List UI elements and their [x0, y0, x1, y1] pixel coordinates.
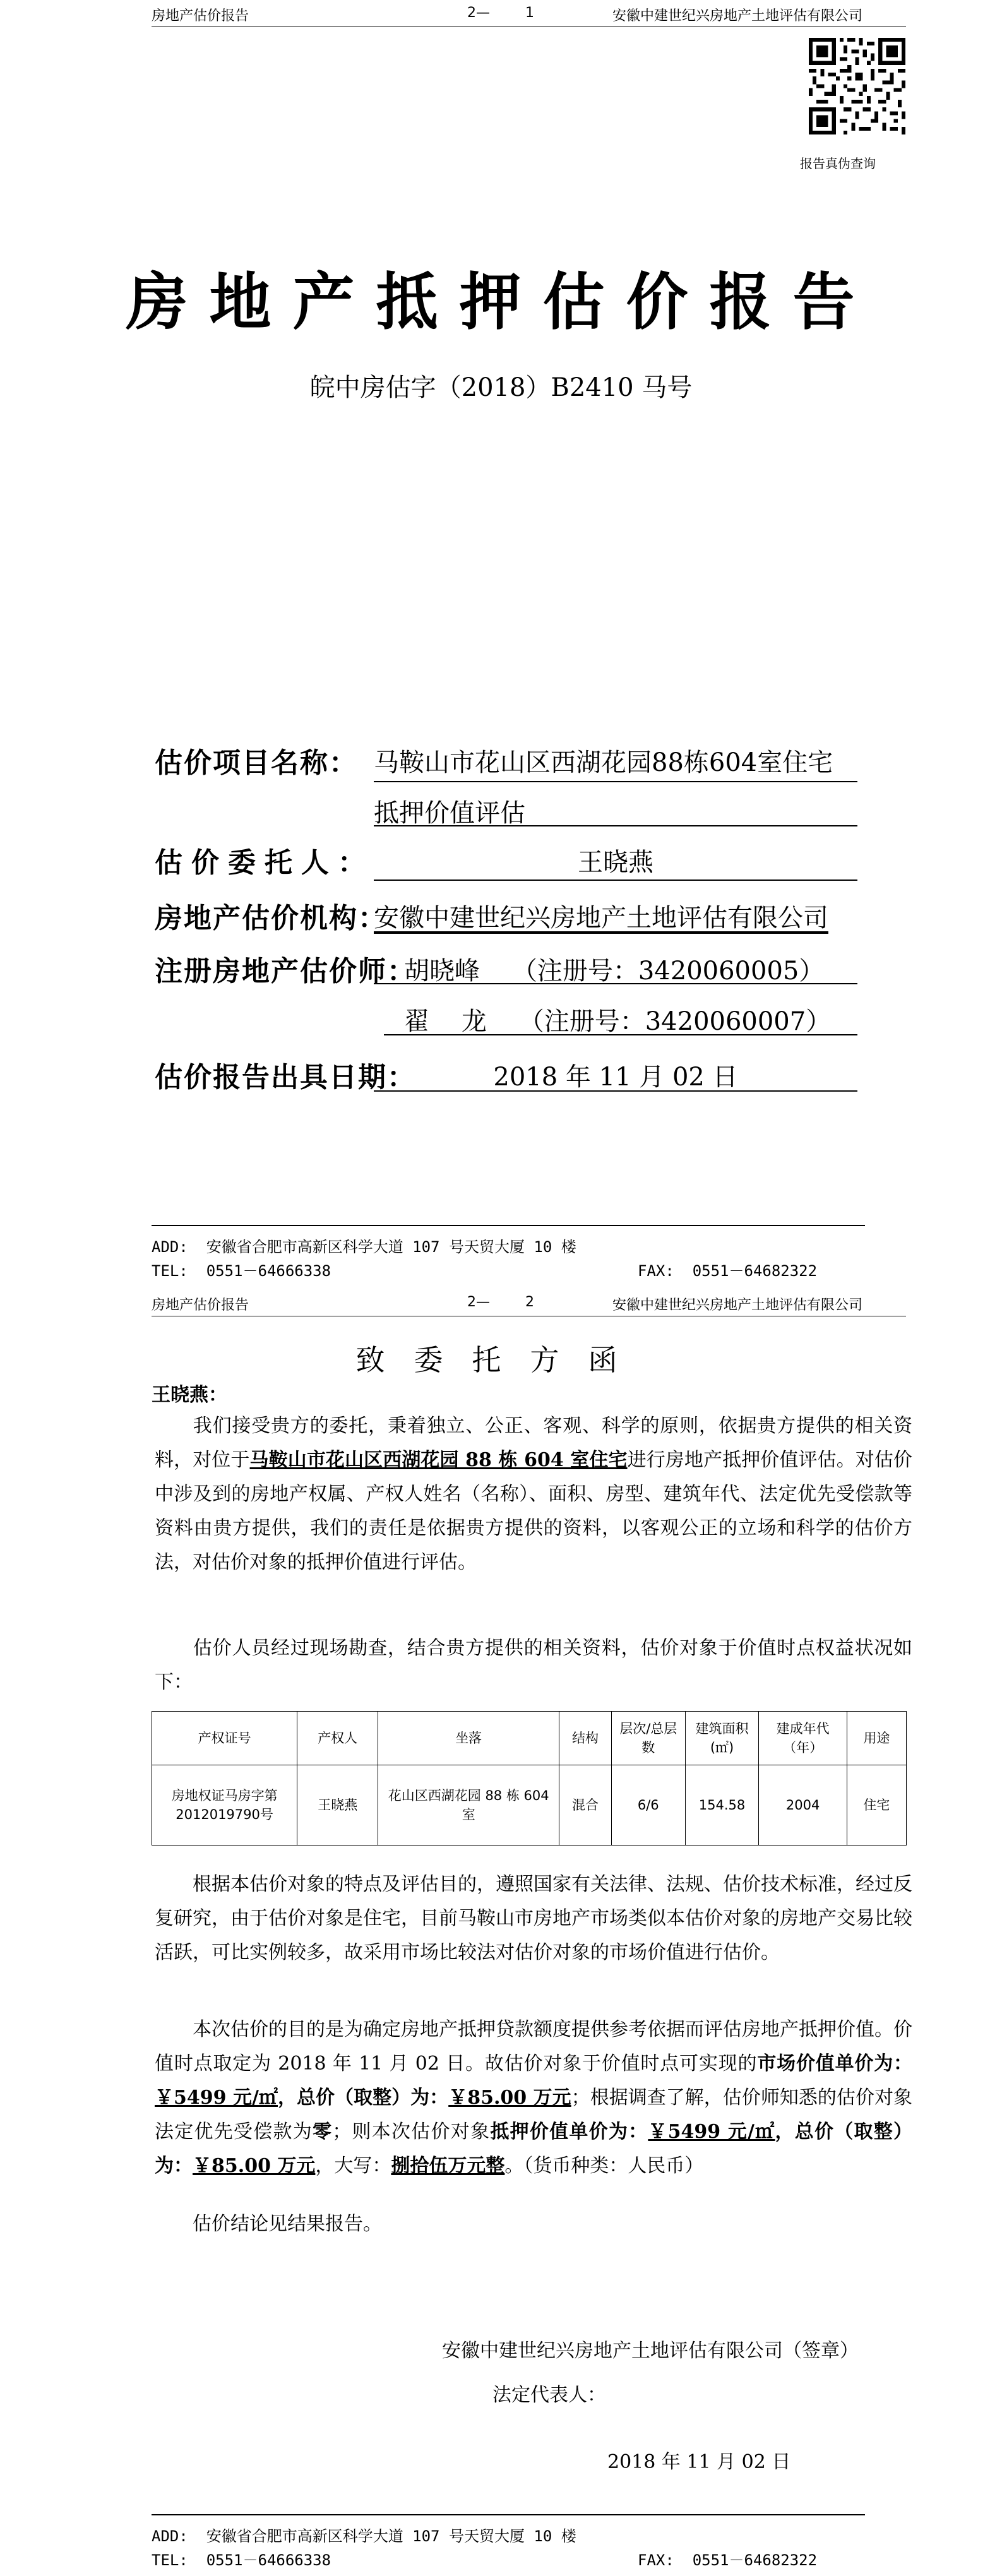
p4-market-label: 市场价值单价为： [757, 2053, 913, 2075]
agency-label: 房地产估价机构： [155, 902, 387, 934]
p4-mortgage-label: 抵押价值单价为： [490, 2121, 648, 2143]
p4-market-total: ￥85.00 万元 [448, 2087, 571, 2109]
th-owner: 产权人 [297, 1712, 378, 1765]
date-label: 估价报告出具日期： [155, 1061, 416, 1094]
report-title: 房地产抵押估价报告 [126, 266, 876, 338]
header-page-number: 2— 1 [467, 5, 534, 21]
cell-structure: 混合 [559, 1765, 612, 1846]
project-value-line2: 抵押价值评估 [374, 799, 525, 828]
th-floor: 层次/总层数 [611, 1712, 685, 1765]
cell-location: 花山区西湖花园 88 栋 604 室 [378, 1765, 559, 1846]
project-value-line1: 马鞍山市花山区西湖花园88栋604室住宅 [374, 748, 833, 777]
p4-text-h: ；则本次估价对象 [332, 2121, 491, 2143]
agency-value: 安徽中建世纪兴房地产土地评估有限公司 [374, 903, 828, 933]
p3-text: 根据本估价对象的特点及评估目的，遵照国家有关法律、法规、估价技术标准，经过反复研究，由于估价对象是住宅，目前马鞍山市房地产市场类似本估价对象的房地产交易比较活跃，可比实例较多，故采用市场比较法对估价对象的市场价值进行估价。 [155, 1873, 912, 1964]
project-underline-2 [374, 825, 857, 826]
cell-owner: 王晓燕 [297, 1765, 378, 1846]
cell-floor: 6/6 [611, 1765, 685, 1846]
p4-text-f: ；根据调查了解，估价师知悉的估价对象法定优先受偿款为 [155, 2087, 912, 2143]
th-cert: 产权证号 [152, 1712, 297, 1765]
appraiser-label: 注册房地产估价师： [155, 955, 416, 987]
p4-amount-words: 捌拾伍万元整 [391, 2155, 505, 2177]
p2-text: 估价人员经过现场勘查，结合贵方提供的相关资料，估价对象于价值时点权益状况如下： [155, 1637, 912, 1693]
header-left-2: 房地产估价报告 [152, 1297, 249, 1313]
project-label: 估价项目名称： [155, 747, 358, 779]
th-year: 建成年代（年） [759, 1712, 847, 1765]
cell-use: 住宅 [847, 1765, 906, 1846]
p4-text-a: 本次估价的目的是为确定房地产抵押贷款额度提供参考依据而评估房地产抵押价值。价值时点取定为 2018 年 11 月 02 日。故估价对象于价值时点可实现的 [155, 2018, 912, 2075]
p4-total-label: ，总价（取整）为： [278, 2087, 449, 2109]
th-area: 建筑面积(㎡) [685, 1712, 759, 1765]
paragraph-3 [155, 1868, 912, 1970]
footer-tel-2: TEL: 0551－64666338 [152, 2551, 331, 2569]
p1-text-c: 进行房地产抵押价值评估。对估价中涉及到的房地产权属、产权人姓名（名称）、面积、房型、建筑年代、法定优先受偿款等资料由贵方提供，我们的责任是依据贵方提供的资料，以客观公正的立场和科学的估价方法，对估价对象的抵押价值进行评估。 [155, 1449, 913, 1573]
cell-area: 154.58 [685, 1765, 759, 1846]
date-underline [374, 1090, 857, 1092]
p1-text-a: 我们接受贵方的委托，秉着独立、公正、客观、科学的原则，依据贵方提供的相关资料，对位于 [155, 1415, 912, 1471]
report-number: 皖中房估字（2018）B2410 马号 [309, 373, 693, 402]
footer-address: ADD: 安徽省合肥市高新区科学大道 107 号天贸大厦 10 楼 [152, 1238, 576, 1256]
appraiser1-underline [374, 983, 857, 984]
sign-date: 2018 年 11 月 02 日 [607, 2451, 791, 2473]
cell-year: 2004 [759, 1765, 847, 1846]
cell-cert: 房地权证马房字第2012019790号 [152, 1765, 297, 1846]
p4-mortgage-unit-price: ￥5499 元/㎡ [648, 2121, 775, 2143]
letter-title: 致委托方函 [355, 1343, 647, 1377]
paragraph-2 [155, 1631, 912, 1700]
footer-address-2: ADD: 安徽省合肥市高新区科学大道 107 号天贸大厦 10 楼 [152, 2527, 576, 2545]
footer-fax-2: FAX: 0551－64682322 [638, 2551, 818, 2569]
p4-mortgage-total: ￥85.00 万元 [193, 2155, 316, 2177]
p4-text-m: ，大写： [315, 2155, 391, 2177]
paragraph-5 [155, 2207, 912, 2241]
footer-fax: FAX: 0551－64682322 [638, 1262, 818, 1280]
p1-address: 马鞍山市花山区西湖花园 88 栋 604 室住宅 [249, 1449, 628, 1471]
appraiser2-underline [384, 1034, 857, 1035]
paragraph-4 [155, 2013, 912, 2183]
footer-rule-2 [152, 2514, 865, 2515]
project-underline-1 [374, 781, 857, 782]
th-structure: 结构 [559, 1712, 612, 1765]
p4-text-o: 。（货币种类：人民币） [504, 2155, 704, 2177]
qr-caption: 报告真伪查询 [800, 156, 876, 171]
p4-mortgage-total-label: ，总价（取整）为： [155, 2121, 913, 2177]
table-header-row [152, 1712, 907, 1765]
p5-text: 估价结论见结果报告。 [193, 2213, 382, 2235]
header-left: 房地产估价报告 [152, 8, 249, 24]
client-value: 王晓燕 [578, 848, 653, 877]
p4-priority-value: 零 [313, 2121, 333, 2143]
footer-rule [152, 1225, 865, 1226]
header-page-number-2: 2— 2 [467, 1294, 534, 1310]
date-value: 2018 年 11 月 02 日 [493, 1063, 738, 1092]
paragraph-1 [155, 1409, 912, 1580]
header-right-2: 安徽中建世纪兴房地产土地评估有限公司 [612, 1297, 863, 1313]
appraiser1-value: 胡晓峰 （注册号：3420060005） [404, 957, 825, 986]
th-location: 坐落 [378, 1712, 559, 1765]
header-right: 安徽中建世纪兴房地产土地评估有限公司 [612, 8, 863, 24]
sign-representative: 法定代表人： [492, 2384, 606, 2406]
qr-code-icon[interactable] [809, 38, 905, 134]
sign-company: 安徽中建世纪兴房地产土地评估有限公司（签章） [442, 2340, 859, 2362]
p4-market-unit-price: ￥5499 元/㎡ [155, 2087, 278, 2109]
client-label: 估价委托人： [155, 847, 374, 879]
client-underline [374, 880, 857, 881]
property-table [152, 1711, 907, 1846]
salutation: 王晓燕： [152, 1384, 227, 1406]
appraiser2-value: 翟 龙 （注册号：3420060007） [404, 1007, 832, 1036]
th-use: 用途 [847, 1712, 906, 1765]
footer-tel: TEL: 0551－64666338 [152, 1262, 331, 1280]
table-row [152, 1765, 907, 1846]
